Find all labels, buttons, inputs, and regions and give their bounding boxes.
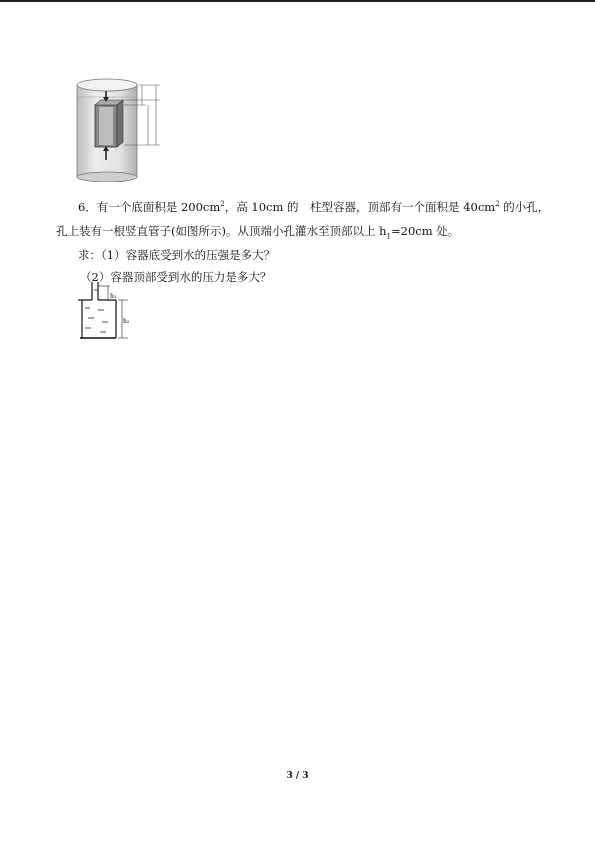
container-tube-figure <box>76 280 136 344</box>
question-1: 求：（1）容器底受到水的压强是多大？ <box>78 247 276 262</box>
h2-label: h₂ <box>123 318 130 325</box>
question-2: （2）容器顶部受到水的压力是多大？ <box>80 269 272 284</box>
h1-label: h₁ <box>110 293 117 300</box>
cylinder-block-figure <box>72 77 172 182</box>
problem-line-2: 孔上装有一根竖直管子(如图所示)。从顶端小孔灌水至顶部以上 $h_1=20cm$ 处。 <box>56 223 460 240</box>
problem-number: 6 <box>78 199 86 214</box>
page-number: 3 / 3 <box>286 771 309 781</box>
page-top-rule <box>0 0 595 2</box>
problem-line-1: 6．有一个底面积是 $200cm^2$，高 10cm 的 柱型容器，顶部有一个面积是 $40cm^2$ 的小孔， <box>78 199 550 214</box>
